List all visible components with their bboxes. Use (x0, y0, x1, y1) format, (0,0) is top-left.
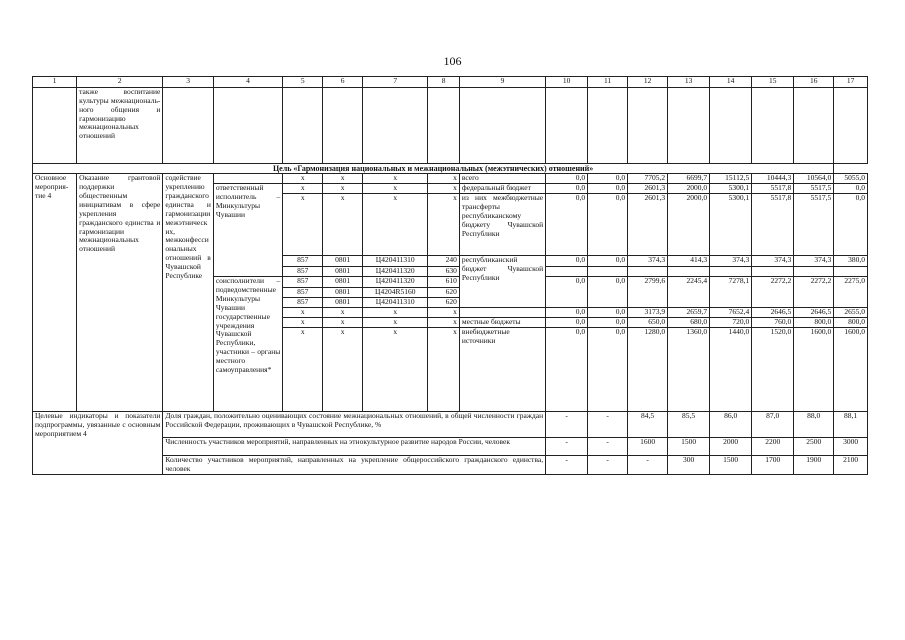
indicator-value: 2000 (710, 438, 752, 456)
value-cell: 5300,1 (710, 184, 752, 194)
header-cell: 13 (668, 77, 710, 88)
header-cell: 5 (283, 77, 323, 88)
value-cell: 2655,0 (834, 308, 868, 318)
indicator-value: 300 (668, 456, 710, 475)
header-cell: 14 (710, 77, 752, 88)
header-cell: 3 (163, 77, 213, 88)
indicator-text: Численность участников мероприятий, направленных на этнокультурное развитие народов России, человек (163, 438, 546, 456)
goal-title: Цель «Гармонизация национальных и межнациональных (межэтнических) отношений» (33, 164, 834, 174)
indicator-value: 1500 (710, 456, 752, 475)
budget-code-5: 857 (283, 298, 323, 308)
header-cell: 12 (628, 77, 668, 88)
value-cell: 10564,0 (794, 174, 834, 184)
budget-code-7: Ц420411320 (363, 267, 428, 277)
value-cell: 0,0 (588, 308, 628, 318)
header-cell: 2 (77, 77, 163, 88)
value-cell: 0,0 (588, 328, 628, 412)
value-cell: 0,0 (546, 174, 588, 184)
value-cell: 2601,3 (628, 194, 668, 256)
budget-code-5: 857 (283, 277, 323, 288)
funding-source: из них межбюджетные трансферты республиканскому бюджету Чувашской Республики (459, 194, 545, 256)
budget-code-6: 0801 (323, 267, 363, 277)
indicator-value: 1700 (752, 456, 794, 475)
indicator-value: - (628, 456, 668, 475)
indicator-value: - (588, 438, 628, 456)
indicator-text: Количество участников мероприятий, направленных на укрепление общероссийского гражданского единства, человек (163, 456, 546, 475)
budget-code-8: 240 (428, 256, 460, 267)
event-goal: содействие укреплению гражданского единства и гармонизации межэтнических, межконфессиональных отношений в Чувашской Республике (163, 174, 213, 412)
budget-code-6: 0801 (323, 256, 363, 267)
value-cell: 680,0 (668, 318, 710, 328)
value-cell: 800,0 (794, 318, 834, 328)
value-cell: 0,0 (588, 174, 628, 184)
value-cell: 2275,0 (834, 277, 868, 308)
funding-source (459, 308, 545, 318)
indicator-value: 1900 (794, 456, 834, 475)
budget-code-7: Ц420411310 (363, 298, 428, 308)
value-cell: 2601,3 (628, 184, 668, 194)
table-row (33, 174, 868, 184)
indicator-value: 86,0 (710, 412, 752, 438)
value-cell (546, 267, 588, 277)
header-cell: 4 (213, 77, 282, 88)
budget-code-8: x (428, 184, 460, 194)
value-cell: 10444,3 (752, 174, 794, 184)
budget-code-5: x (283, 308, 323, 318)
budget-code-7: Ц4204R5160 (363, 288, 428, 298)
indicator-row (33, 412, 868, 438)
value-cell: 650,0 (628, 318, 668, 328)
indicator-value: 3000 (834, 438, 868, 456)
budget-code-5: 857 (283, 288, 323, 298)
value-cell: 380,0 (834, 256, 868, 267)
value-cell (834, 267, 868, 277)
funding-source: местные бюджеты (459, 318, 545, 328)
value-cell: 0,0 (546, 194, 588, 256)
budget-code-7: Ц420411320 (363, 277, 428, 288)
value-cell: 2272,2 (752, 277, 794, 308)
value-cell (628, 267, 668, 277)
indicator-value: 2100 (834, 456, 868, 475)
budget-code-5: x (283, 318, 323, 328)
indicator-value: 84,5 (628, 412, 668, 438)
budget-code-6: x (323, 174, 363, 184)
indicator-text: Доля граждан, положительно оценивающих состояние межнациональных отношений, в общей численности граждан Российской Федерации, проживающих в Чувашской Республике, % (163, 412, 546, 438)
header-cell: 1 (33, 77, 77, 88)
budget-code-7: x (363, 328, 428, 412)
budget-code-7: x (363, 308, 428, 318)
value-cell: 2000,0 (668, 194, 710, 256)
budget-code-8: x (428, 194, 460, 256)
value-cell: 5055,0 (834, 174, 868, 184)
header-cell: 15 (752, 77, 794, 88)
value-cell: 15112,5 (710, 174, 752, 184)
header-cell: 11 (588, 77, 628, 88)
value-cell: 1520,0 (752, 328, 794, 412)
value-cell: 1600,0 (794, 328, 834, 412)
header-cell: 8 (428, 77, 460, 88)
value-cell: 0,0 (834, 184, 868, 194)
value-cell: 2272,2 (794, 277, 834, 308)
indicator-value: 1500 (668, 438, 710, 456)
header-cell: 7 (363, 77, 428, 88)
indicator-value: - (546, 456, 588, 475)
budget-code-7: x (363, 174, 428, 184)
budget-code-6: x (323, 194, 363, 256)
value-cell: 0,0 (546, 277, 588, 308)
indicator-value: 87,0 (752, 412, 794, 438)
indicator-value: 1600 (628, 438, 668, 456)
value-cell (588, 267, 628, 277)
budget-code-6: 0801 (323, 298, 363, 308)
value-cell: 7705,2 (628, 174, 668, 184)
value-cell: 0,0 (834, 194, 868, 256)
budget-code-5: 857 (283, 267, 323, 277)
value-cell: 0,0 (588, 194, 628, 256)
value-cell: 414,3 (668, 256, 710, 267)
budget-code-6: x (323, 328, 363, 412)
indicator-value: - (546, 412, 588, 438)
budget-code-6: x (323, 318, 363, 328)
event-number: Основное мероприятие 4 (33, 174, 77, 412)
indicators-label: Целевые индикаторы и показатели подпрограммы, увязанные с основным мероприятием 4 (33, 412, 163, 475)
value-cell: 2000,0 (668, 184, 710, 194)
executor-cell (213, 174, 282, 184)
value-cell: 1280,0 (628, 328, 668, 412)
indicator-value: - (588, 412, 628, 438)
value-cell: 1600,0 (834, 328, 868, 412)
indicator-value: 2500 (794, 438, 834, 456)
value-cell: 0,0 (588, 256, 628, 267)
value-cell: 1440,0 (710, 328, 752, 412)
value-cell (710, 267, 752, 277)
value-cell (752, 267, 794, 277)
budget-code-7: Ц420411310 (363, 256, 428, 267)
budget-code-8: x (428, 308, 460, 318)
program-table (32, 76, 868, 475)
budget-code-5: x (283, 194, 323, 256)
responsible-executor: ответственный исполнитель – Минкультуры Чувашии (213, 184, 282, 277)
value-cell: 800,0 (834, 318, 868, 328)
value-cell: 5517,8 (752, 184, 794, 194)
value-cell: 0,0 (546, 256, 588, 267)
value-cell: 2646,5 (752, 308, 794, 318)
value-cell: 2646,5 (794, 308, 834, 318)
value-cell: 2245,4 (668, 277, 710, 308)
value-cell: 3173,9 (628, 308, 668, 318)
value-cell: 0,0 (546, 184, 588, 194)
header-cell: 16 (794, 77, 834, 88)
budget-code-8: 610 (428, 277, 460, 288)
budget-code-8: 620 (428, 298, 460, 308)
budget-code-7: x (363, 318, 428, 328)
value-cell: 5300,1 (710, 194, 752, 256)
budget-code-8: x (428, 174, 460, 184)
value-cell: 2659,7 (668, 308, 710, 318)
event-name: Оказание грантовой поддержки общественным инициативам в сфере укрепления гражданского единства и гармонизации межнациональных отношений (77, 174, 163, 412)
continuation-text: также воспитание культуры межнационального общения и гармонизацию межнациональных отношений (77, 88, 163, 164)
value-cell: 7278,1 (710, 277, 752, 308)
table-body (33, 77, 868, 475)
value-cell: 0,0 (588, 277, 628, 308)
value-cell: 6699,7 (668, 174, 710, 184)
value-cell (668, 267, 710, 277)
value-cell: 374,3 (710, 256, 752, 267)
value-cell: 5517,5 (794, 194, 834, 256)
page-number: 106 (443, 54, 462, 68)
budget-code-6: 0801 (323, 288, 363, 298)
value-cell: 0,0 (588, 318, 628, 328)
value-cell: 0,0 (546, 308, 588, 318)
goal-row (33, 164, 868, 174)
budget-code-5: x (283, 184, 323, 194)
indicator-value: - (546, 438, 588, 456)
budget-code-6: 0801 (323, 277, 363, 288)
value-cell: 374,3 (628, 256, 668, 267)
funding-source: всего (459, 174, 545, 184)
budget-code-8: x (428, 328, 460, 412)
header-cell: 10 (546, 77, 588, 88)
indicator-value: 88,0 (794, 412, 834, 438)
value-cell: 760,0 (752, 318, 794, 328)
indicator-value: 88,1 (834, 412, 868, 438)
value-cell: 7652,4 (710, 308, 752, 318)
header-row (33, 77, 868, 88)
funding-source: федеральный бюджет (459, 184, 545, 194)
budget-code-8: x (428, 318, 460, 328)
budget-code-5: x (283, 174, 323, 184)
value-cell: 720,0 (710, 318, 752, 328)
value-cell (794, 267, 834, 277)
budget-code-7: x (363, 194, 428, 256)
continuation-row (33, 88, 868, 164)
funding-source: республиканский бюджет Чувашской Республики (459, 256, 545, 308)
value-cell: 0,0 (546, 328, 588, 412)
funding-source: внебюджетные источники (459, 328, 545, 412)
value-cell: 0,0 (588, 184, 628, 194)
budget-code-6: x (323, 184, 363, 194)
indicator-value: 2200 (752, 438, 794, 456)
indicator-value: - (588, 456, 628, 475)
value-cell: 374,3 (794, 256, 834, 267)
header-cell: 9 (459, 77, 545, 88)
budget-code-6: x (323, 308, 363, 318)
value-cell: 374,3 (752, 256, 794, 267)
budget-code-8: 620 (428, 288, 460, 298)
value-cell: 1360,0 (668, 328, 710, 412)
co-executors: соисполнители – подведомственные Минкультуры Чувашии государственные учреждения Чувашской Республики, участники – органы местного самоуправления* (213, 277, 282, 412)
value-cell: 0,0 (546, 318, 588, 328)
budget-code-5: x (283, 328, 323, 412)
header-cell: 17 (834, 77, 868, 88)
indicator-value: 85,5 (668, 412, 710, 438)
header-cell: 6 (323, 77, 363, 88)
budget-code-8: 630 (428, 267, 460, 277)
value-cell: 5517,5 (794, 184, 834, 194)
budget-code-7: x (363, 184, 428, 194)
value-cell: 5517,8 (752, 194, 794, 256)
value-cell: 2799,6 (628, 277, 668, 308)
budget-code-5: 857 (283, 256, 323, 267)
